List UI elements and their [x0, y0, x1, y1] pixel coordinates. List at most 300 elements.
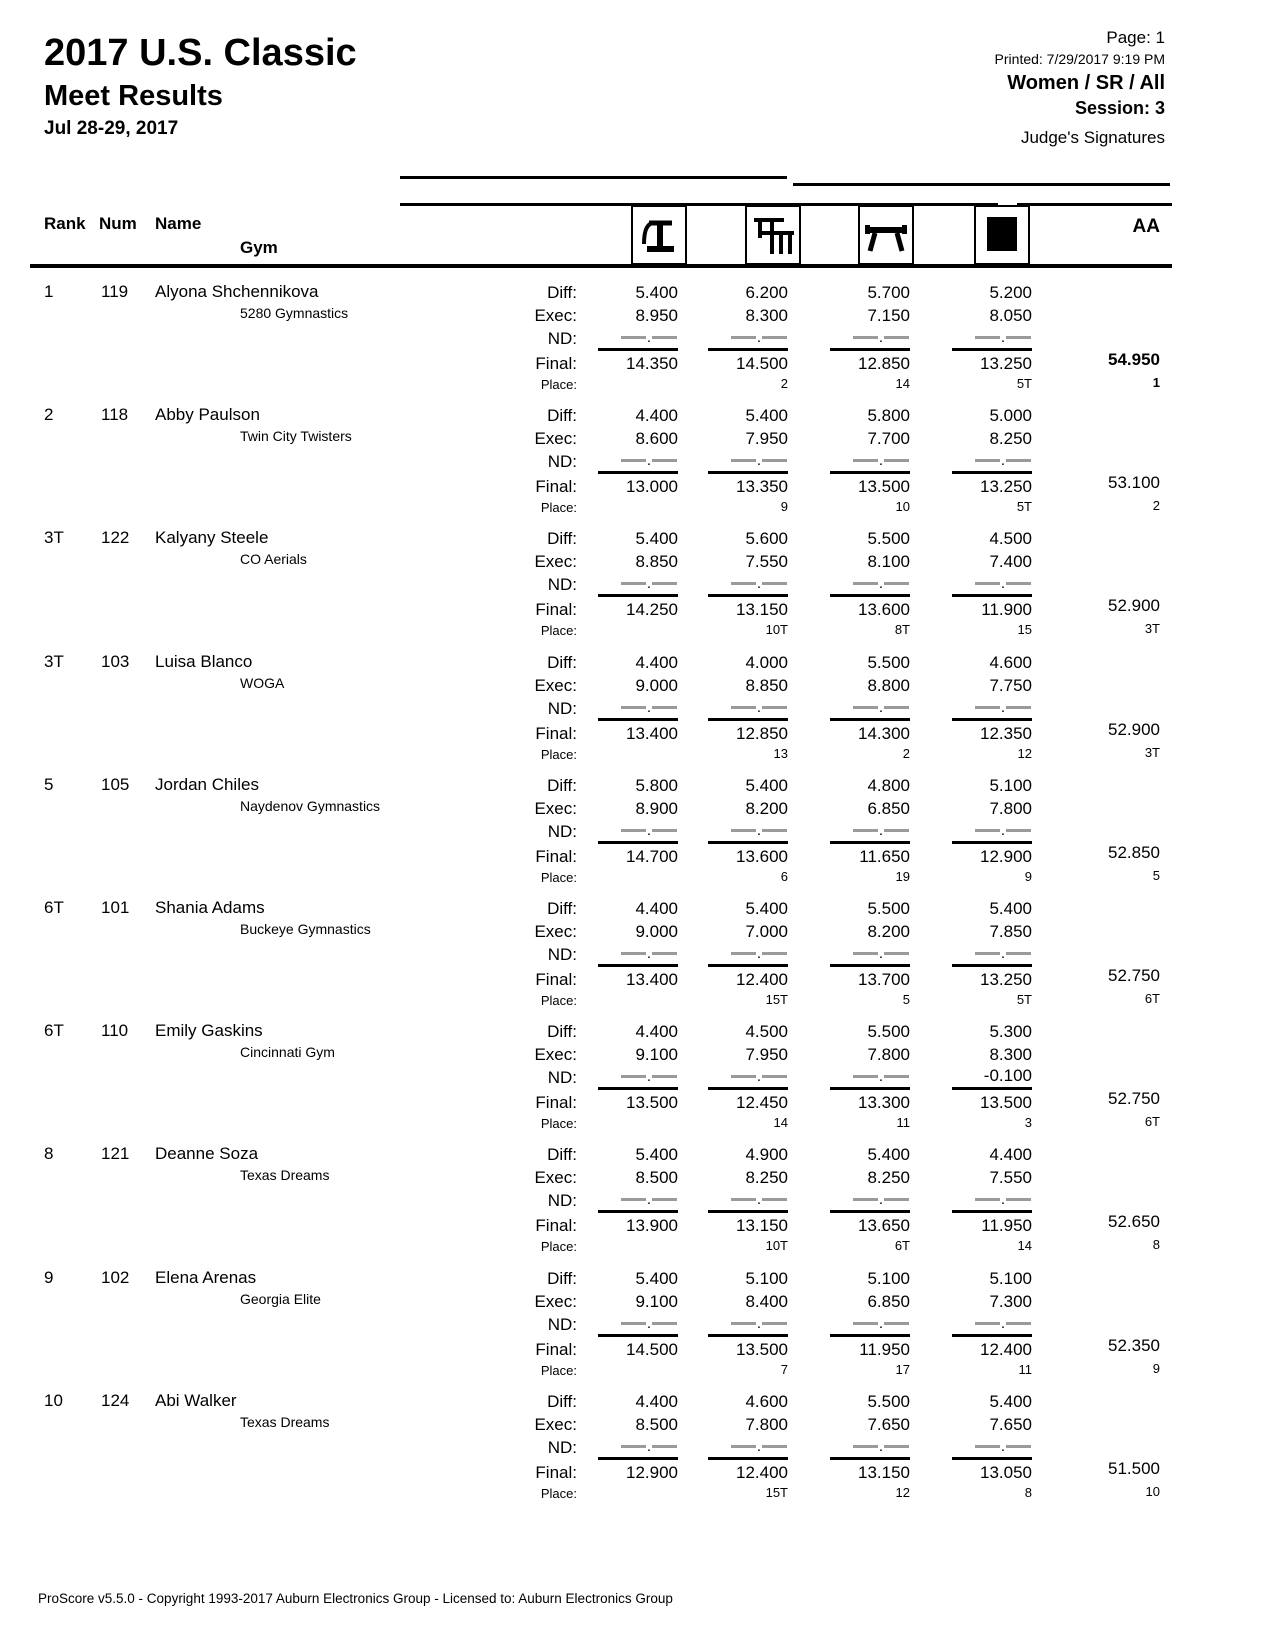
beam-diff-score: 5.500	[867, 653, 910, 672]
place-label: Place:	[540, 870, 577, 885]
athlete-number: 103	[101, 652, 130, 671]
aa-final-score: 52.750	[1108, 966, 1160, 985]
bars-sum-line	[708, 471, 788, 474]
floor-sum-line	[952, 1210, 1032, 1213]
aa-place: 6T	[1144, 991, 1160, 1006]
exec-label: Exec:	[534, 922, 577, 941]
vault-exec-score: 8.850	[635, 552, 678, 571]
beam-diff-score: 5.100	[867, 1269, 910, 1288]
gym-name: Georgia Elite	[240, 1291, 321, 1307]
bars-nd-score: .	[704, 573, 788, 593]
aa-final-score: 53.100	[1108, 473, 1160, 492]
beam-nd-score: .	[826, 1066, 910, 1086]
gym-name: CO Aerials	[240, 551, 307, 567]
athlete-result-row	[0, 1015, 1275, 1138]
page-subtitle: Meet Results	[44, 80, 223, 112]
vault-exec-score: 9.100	[635, 1292, 678, 1311]
vault-final-score: 12.900	[626, 1463, 678, 1482]
bars-sum-line	[708, 964, 788, 967]
gym-name: Texas Dreams	[240, 1167, 330, 1183]
floor-exec-score: 7.550	[989, 1168, 1032, 1187]
floor-nd-score: .	[948, 943, 1032, 963]
place-label: Place:	[540, 747, 577, 762]
rank-value: 1	[44, 282, 54, 301]
bars-nd-score: .	[704, 820, 788, 840]
beam-place: 2	[902, 746, 910, 761]
athlete-name: Abby Paulson	[155, 405, 260, 424]
beam-sum-line	[830, 1087, 910, 1090]
aa-final-score: 52.350	[1108, 1336, 1160, 1355]
bars-final-score: 12.400	[736, 970, 788, 989]
gym-name: 5280 Gymnastics	[240, 305, 349, 321]
athlete-name: Alyona Shchennikova	[155, 282, 319, 301]
athlete-result-row	[0, 1138, 1275, 1261]
athlete-number: 124	[101, 1391, 130, 1410]
final-label: Final:	[535, 1340, 577, 1359]
floor-nd-score: .	[948, 1189, 1032, 1209]
aa-place: 2	[1152, 498, 1160, 513]
vault-sum-line	[598, 1210, 678, 1213]
beam-sum-line	[830, 471, 910, 474]
beam-exec-score: 7.650	[867, 1415, 910, 1434]
floor-nd-score: .	[948, 327, 1032, 347]
floor-nd-score: .	[948, 697, 1032, 717]
final-label: Final:	[535, 600, 577, 619]
nd-label: ND:	[547, 945, 577, 964]
beam-exec-score: 7.700	[867, 429, 910, 448]
bars-place: 10T	[765, 622, 788, 637]
col-header-aa: AA	[1132, 216, 1160, 237]
exec-label: Exec:	[534, 1045, 577, 1064]
bars-place: 10T	[765, 1238, 788, 1253]
final-label: Final:	[535, 847, 577, 866]
place-label: Place:	[540, 993, 577, 1008]
rank-value: 5	[44, 775, 54, 794]
beam-diff-score: 5.500	[867, 1022, 910, 1041]
bars-place: 14	[773, 1115, 788, 1130]
vault-final-score: 14.700	[626, 847, 678, 866]
bars-sum-line	[708, 841, 788, 844]
vault-exec-score: 8.500	[635, 1168, 678, 1187]
bars-diff-score: 5.400	[745, 776, 788, 795]
col-header-num: Num	[99, 214, 137, 233]
floor-final-score: 13.500	[980, 1093, 1032, 1112]
athlete-number: 119	[101, 282, 129, 301]
floor-sum-line	[952, 594, 1032, 597]
bars-exec-score: 8.850	[745, 676, 788, 695]
vault-final-score: 13.900	[626, 1216, 678, 1235]
page-title: 2017 U.S. Classic	[44, 32, 357, 74]
beam-diff-score: 5.500	[867, 899, 910, 918]
floor-exec-score: 7.800	[989, 799, 1032, 818]
rank-value: 8	[44, 1144, 54, 1163]
floor-exercise-icon	[974, 205, 1030, 265]
nd-label: ND:	[547, 452, 577, 471]
bars-nd-score: .	[704, 1436, 788, 1456]
gym-name: Buckeye Gymnastics	[240, 921, 371, 937]
athlete-number: 110	[101, 1021, 129, 1040]
floor-diff-score: 5.100	[989, 776, 1032, 795]
aa-place: 9	[1152, 1361, 1160, 1376]
vault-diff-score: 4.400	[635, 653, 678, 672]
floor-place: 12	[1017, 746, 1032, 761]
floor-sum-line	[952, 1334, 1032, 1337]
aa-final-score: 52.900	[1108, 720, 1160, 739]
bars-nd-score: .	[704, 327, 788, 347]
floor-final-score: 13.050	[980, 1463, 1032, 1482]
bars-diff-score: 4.000	[745, 653, 788, 672]
bars-sum-line	[708, 1457, 788, 1460]
footer-text: ProScore v5.5.0 - Copyright 1993-2017 Auburn Electronics Group - Licensed to: Auburn Electronics Group	[38, 1591, 673, 1606]
exec-label: Exec:	[534, 1292, 577, 1311]
beam-sum-line	[830, 841, 910, 844]
nd-label: ND:	[547, 329, 577, 348]
vault-final-score: 13.400	[626, 724, 678, 743]
printed-timestamp: Printed: 7/29/2017 9:19 PM	[994, 51, 1165, 67]
beam-diff-score: 4.800	[867, 776, 910, 795]
place-label: Place:	[540, 1486, 577, 1501]
bars-sum-line	[708, 718, 788, 721]
gym-name: Naydenov Gymnastics	[240, 798, 381, 814]
vault-nd-score: .	[594, 327, 678, 347]
diff-label: Diff:	[547, 1269, 577, 1288]
beam-exec-score: 8.100	[867, 552, 910, 571]
vault-sum-line	[598, 841, 678, 844]
exec-label: Exec:	[534, 552, 577, 571]
col-header-gym: Gym	[240, 238, 278, 257]
beam-final-score: 13.300	[858, 1093, 910, 1112]
bars-place: 6	[780, 869, 788, 884]
vault-sum-line	[598, 348, 678, 351]
athlete-name: Abi Walker	[155, 1391, 237, 1410]
beam-exec-score: 7.800	[867, 1045, 910, 1064]
athlete-result-row	[0, 1385, 1275, 1508]
vault-nd-score: .	[594, 697, 678, 717]
beam-place: 5	[902, 992, 910, 1007]
beam-sum-line	[830, 594, 910, 597]
bars-exec-score: 7.800	[745, 1415, 788, 1434]
floor-exec-score: 7.300	[989, 1292, 1032, 1311]
beam-place: 12	[895, 1485, 910, 1500]
floor-exec-score: 8.300	[989, 1045, 1032, 1064]
rank-value: 3T	[44, 652, 64, 671]
vault-exec-score: 9.000	[635, 676, 678, 695]
bars-nd-score: .	[704, 1066, 788, 1086]
col-header-rank: Rank	[44, 214, 86, 233]
aa-final-score: 52.650	[1108, 1212, 1160, 1231]
beam-final-score: 12.850	[858, 354, 910, 373]
diff-label: Diff:	[547, 1392, 577, 1411]
floor-nd-score: .	[948, 820, 1032, 840]
meet-dates: Jul 28-29, 2017	[44, 118, 179, 139]
beam-final-score: 13.150	[858, 1463, 910, 1482]
athlete-name: Elena Arenas	[155, 1268, 257, 1287]
rank-value: 2	[44, 405, 54, 424]
vault-nd-score: .	[594, 573, 678, 593]
vault-final-score: 13.400	[626, 970, 678, 989]
vault-nd-score: .	[594, 1436, 678, 1456]
bars-place: 7	[780, 1362, 788, 1377]
nd-label: ND:	[547, 1191, 577, 1210]
bars-diff-score: 5.100	[745, 1269, 788, 1288]
beam-place: 6T	[894, 1238, 910, 1253]
bars-final-score: 12.400	[736, 1463, 788, 1482]
table-header-rule	[30, 264, 1172, 268]
athlete-result-row	[0, 1262, 1275, 1385]
bars-final-score: 13.150	[736, 600, 788, 619]
aa-place: 5	[1152, 868, 1160, 883]
floor-nd-score: -0.100	[983, 1066, 1032, 1085]
athlete-name: Kalyany Steele	[155, 528, 269, 547]
diff-label: Diff:	[547, 899, 577, 918]
diff-label: Diff:	[547, 529, 577, 548]
beam-exec-score: 8.200	[867, 922, 910, 941]
floor-final-score: 11.900	[981, 600, 1032, 619]
gym-name: Cincinnati Gym	[240, 1044, 335, 1060]
nd-label: ND:	[547, 822, 577, 841]
floor-final-score: 12.900	[980, 847, 1032, 866]
floor-diff-score: 4.400	[989, 1145, 1032, 1164]
nd-label: ND:	[547, 699, 577, 718]
floor-final-score: 12.350	[980, 724, 1032, 743]
bars-nd-score: .	[704, 450, 788, 470]
floor-exec-score: 8.250	[989, 429, 1032, 448]
beam-sum-line	[830, 1210, 910, 1213]
floor-place: 15	[1017, 622, 1032, 637]
floor-sum-line	[952, 1087, 1032, 1090]
bars-exec-score: 7.950	[745, 429, 788, 448]
vault-nd-score: .	[594, 1189, 678, 1209]
diff-label: Diff:	[547, 406, 577, 425]
rank-value: 6T	[44, 898, 64, 917]
vault-sum-line	[598, 1457, 678, 1460]
bars-sum-line	[708, 594, 788, 597]
vault-diff-score: 5.400	[635, 283, 678, 302]
floor-place: 5T	[1016, 376, 1032, 391]
athlete-name: Luisa Blanco	[155, 652, 253, 671]
bars-diff-score: 5.600	[745, 529, 788, 548]
vault-sum-line	[598, 594, 678, 597]
final-label: Final:	[535, 724, 577, 743]
gym-name: Texas Dreams	[240, 1414, 330, 1430]
beam-diff-score: 5.800	[867, 406, 910, 425]
beam-exec-score: 8.800	[867, 676, 910, 695]
floor-place: 14	[1017, 1238, 1032, 1253]
vault-diff-score: 5.400	[635, 1145, 678, 1164]
place-label: Place:	[540, 1116, 577, 1131]
vault-final-score: 13.500	[626, 1093, 678, 1112]
bars-diff-score: 4.500	[745, 1022, 788, 1041]
place-label: Place:	[540, 500, 577, 515]
floor-place: 11	[1018, 1362, 1032, 1377]
vault-final-score: 14.500	[626, 1340, 678, 1359]
floor-nd-score: .	[948, 450, 1032, 470]
athlete-name: Jordan Chiles	[155, 775, 259, 794]
beam-final-score: 14.300	[858, 724, 910, 743]
aa-final-score: 54.950	[1108, 350, 1160, 369]
beam-exec-score: 6.850	[867, 799, 910, 818]
bars-exec-score: 7.550	[745, 552, 788, 571]
aa-final-score: 51.500	[1108, 1459, 1160, 1478]
athlete-result-row	[0, 646, 1275, 769]
vault-diff-score: 4.400	[635, 1392, 678, 1411]
vault-icon	[631, 205, 687, 265]
floor-exec-score: 7.400	[989, 552, 1032, 571]
floor-final-score: 12.400	[980, 1340, 1032, 1359]
bars-exec-score: 7.950	[745, 1045, 788, 1064]
athlete-name: Shania Adams	[155, 898, 265, 917]
floor-diff-score: 5.000	[989, 406, 1032, 425]
athlete-name: Emily Gaskins	[155, 1021, 263, 1040]
vault-exec-score: 9.000	[635, 922, 678, 941]
place-label: Place:	[540, 1363, 577, 1378]
exec-label: Exec:	[534, 799, 577, 818]
place-label: Place:	[540, 377, 577, 392]
aa-place: 3T	[1144, 745, 1160, 760]
beam-final-score: 11.950	[859, 1340, 910, 1359]
beam-place: 8T	[894, 622, 910, 637]
floor-final-score: 13.250	[980, 970, 1032, 989]
nd-label: ND:	[547, 1315, 577, 1334]
athlete-result-row	[0, 892, 1275, 1015]
rank-value: 6T	[44, 1021, 64, 1040]
vault-diff-score: 5.400	[635, 1269, 678, 1288]
vault-exec-score: 8.900	[635, 799, 678, 818]
col-header-name: Name	[155, 214, 202, 233]
floor-final-score: 13.250	[980, 354, 1032, 373]
bars-place: 15T	[765, 1485, 788, 1500]
beam-place: 17	[895, 1362, 910, 1377]
exec-label: Exec:	[534, 1415, 577, 1434]
beam-nd-score: .	[826, 1436, 910, 1456]
aa-final-score: 52.900	[1108, 596, 1160, 615]
athlete-number: 122	[101, 528, 130, 547]
rank-value: 10	[44, 1391, 63, 1410]
vault-exec-score: 9.100	[635, 1045, 678, 1064]
rank-value: 9	[44, 1268, 54, 1287]
exec-label: Exec:	[534, 306, 577, 325]
floor-place: 3	[1024, 1115, 1032, 1130]
floor-place: 8	[1024, 1485, 1032, 1500]
beam-place: 14	[895, 376, 910, 391]
beam-exec-score: 7.150	[867, 306, 910, 325]
bars-nd-score: .	[704, 1189, 788, 1209]
athlete-result-row	[0, 769, 1275, 892]
bars-place: 9	[780, 499, 788, 514]
floor-final-score: 11.950	[981, 1216, 1032, 1235]
beam-exec-score: 8.250	[867, 1168, 910, 1187]
nd-label: ND:	[547, 575, 577, 594]
vault-sum-line	[598, 718, 678, 721]
vault-sum-line	[598, 1087, 678, 1090]
beam-final-score: 11.650	[859, 847, 910, 866]
signature-line-right	[793, 183, 1170, 186]
floor-final-score: 13.250	[980, 477, 1032, 496]
final-label: Final:	[535, 1463, 577, 1482]
vault-exec-score: 8.950	[635, 306, 678, 325]
floor-exec-score: 7.650	[989, 1415, 1032, 1434]
bars-final-score: 13.600	[736, 847, 788, 866]
beam-nd-score: .	[826, 820, 910, 840]
bars-diff-score: 5.400	[745, 899, 788, 918]
floor-sum-line	[952, 841, 1032, 844]
beam-sum-line	[830, 1334, 910, 1337]
final-label: Final:	[535, 1216, 577, 1235]
final-label: Final:	[535, 354, 577, 373]
final-label: Final:	[535, 970, 577, 989]
beam-diff-score: 5.700	[867, 283, 910, 302]
vault-diff-score: 4.400	[635, 1022, 678, 1041]
bars-nd-score: .	[704, 943, 788, 963]
diff-label: Diff:	[547, 776, 577, 795]
bars-exec-score: 7.000	[745, 922, 788, 941]
bars-exec-score: 8.300	[745, 306, 788, 325]
floor-diff-score: 5.300	[989, 1022, 1032, 1041]
bars-final-score: 13.150	[736, 1216, 788, 1235]
vault-diff-score: 4.400	[635, 899, 678, 918]
header-rule-right	[1017, 203, 1172, 206]
bars-nd-score: .	[704, 1313, 788, 1333]
aa-final-score: 52.850	[1108, 843, 1160, 862]
floor-exec-score: 7.850	[989, 922, 1032, 941]
beam-sum-line	[830, 964, 910, 967]
bars-diff-score: 4.600	[745, 1392, 788, 1411]
vault-exec-score: 8.600	[635, 429, 678, 448]
vault-nd-score: .	[594, 820, 678, 840]
vault-exec-score: 8.500	[635, 1415, 678, 1434]
beam-nd-score: .	[826, 450, 910, 470]
aa-place: 1	[1152, 375, 1160, 390]
judges-signatures-label: Judge's Signatures	[1020, 128, 1165, 147]
signature-line-left	[400, 176, 787, 179]
vault-sum-line	[598, 471, 678, 474]
bars-sum-line	[708, 1087, 788, 1090]
vault-nd-score: .	[594, 943, 678, 963]
bars-nd-score: .	[704, 697, 788, 717]
beam-nd-score: .	[826, 697, 910, 717]
gym-name: WOGA	[240, 675, 285, 691]
aa-place: 8	[1152, 1237, 1160, 1252]
final-label: Final:	[535, 1093, 577, 1112]
floor-sum-line	[952, 964, 1032, 967]
athlete-number: 121	[101, 1144, 130, 1163]
floor-diff-score: 5.400	[989, 899, 1032, 918]
beam-final-score: 13.650	[858, 1216, 910, 1235]
beam-nd-score: .	[826, 1189, 910, 1209]
uneven-bars-icon	[745, 205, 801, 265]
bars-final-score: 13.350	[736, 477, 788, 496]
beam-sum-line	[830, 348, 910, 351]
exec-label: Exec:	[534, 429, 577, 448]
bars-place: 13	[773, 746, 788, 761]
floor-sum-line	[952, 348, 1032, 351]
nd-label: ND:	[547, 1438, 577, 1457]
bars-diff-score: 4.900	[745, 1145, 788, 1164]
vault-diff-score: 4.400	[635, 406, 678, 425]
diff-label: Diff:	[547, 1022, 577, 1041]
beam-diff-score: 5.400	[867, 1145, 910, 1164]
bars-sum-line	[708, 1334, 788, 1337]
beam-sum-line	[830, 1457, 910, 1460]
vault-nd-score: .	[594, 1066, 678, 1086]
athlete-number: 101	[101, 898, 130, 917]
bars-exec-score: 8.250	[745, 1168, 788, 1187]
aa-place: 10	[1145, 1484, 1160, 1499]
bars-place: 15T	[765, 992, 788, 1007]
athlete-number: 102	[101, 1268, 130, 1287]
athlete-result-row	[0, 522, 1275, 645]
place-label: Place:	[540, 1239, 577, 1254]
